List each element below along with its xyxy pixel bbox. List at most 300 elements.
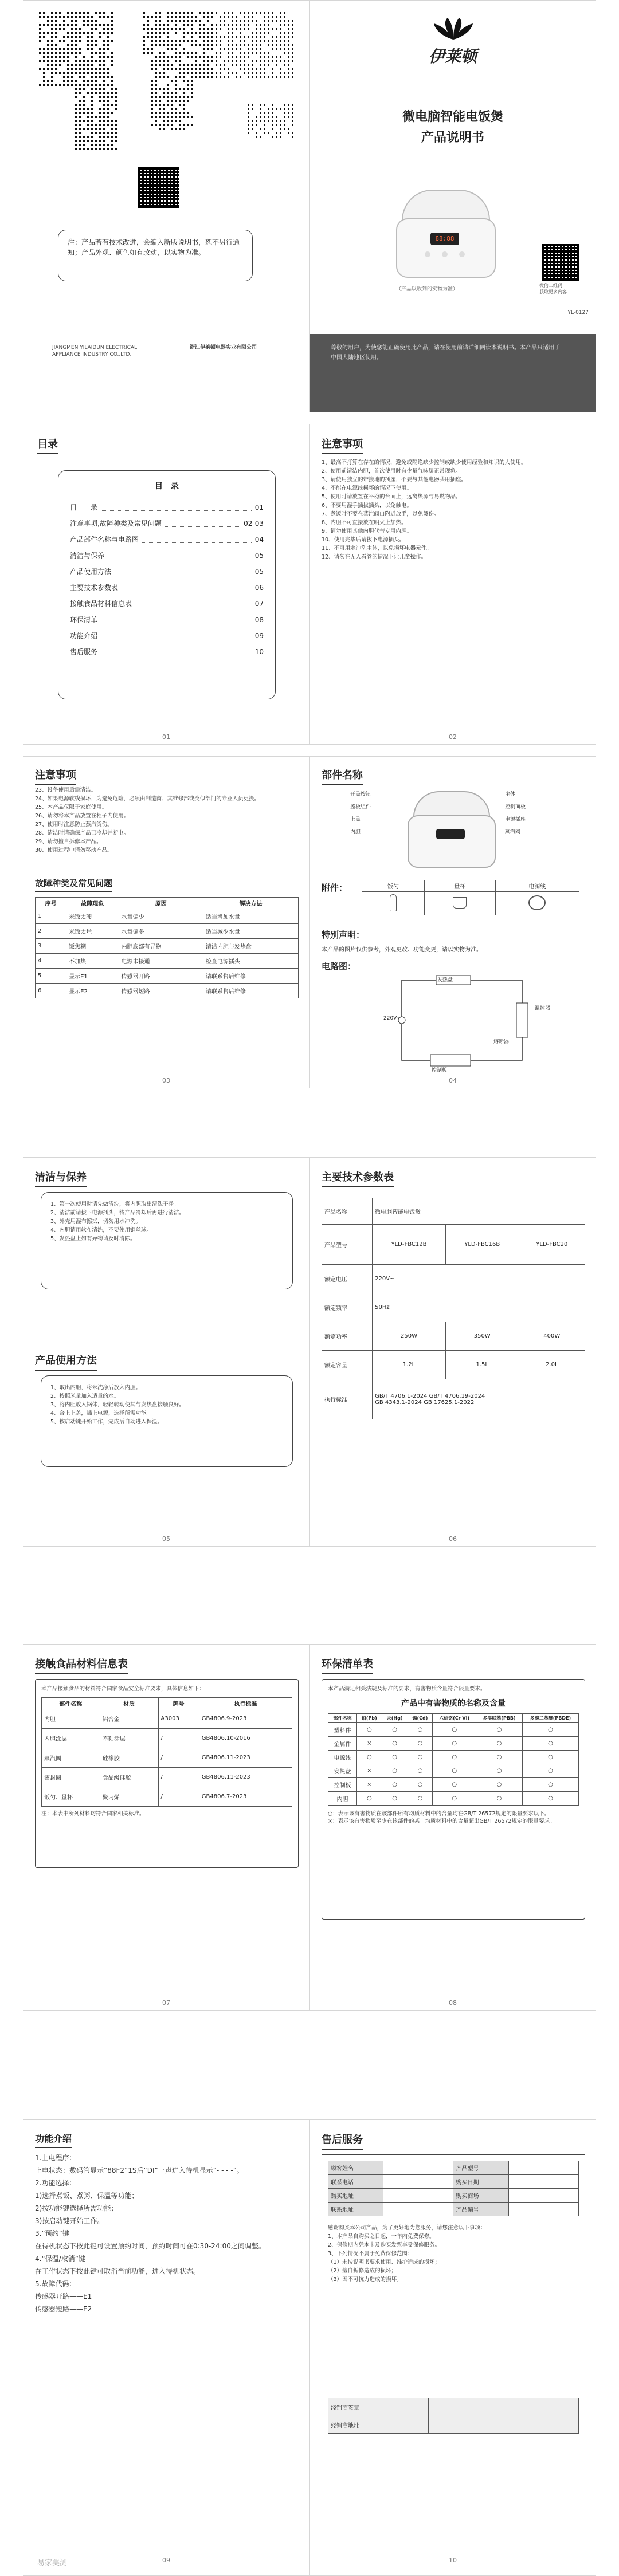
map-dot — [220, 44, 221, 46]
map-dot — [155, 16, 157, 18]
map-dot — [232, 48, 233, 50]
map-dot — [187, 24, 189, 26]
map-dot — [163, 24, 165, 26]
eco-heading: 环保清单表 — [322, 1656, 373, 1674]
material-row — [42, 1709, 292, 1729]
map-dot — [151, 44, 153, 46]
map-dot — [47, 68, 49, 70]
eco-cell: ○ — [522, 1764, 578, 1778]
map-dot — [59, 60, 61, 62]
map-dot — [276, 136, 277, 138]
part-label: 开盖按钮 — [350, 792, 371, 797]
map-dot — [216, 12, 217, 14]
map-dot — [276, 108, 277, 110]
eco-box — [322, 1679, 585, 1920]
map-dot — [111, 32, 113, 34]
map-dot — [191, 92, 193, 94]
map-dot — [284, 12, 285, 14]
map-dot — [99, 12, 101, 14]
map-dot — [183, 52, 185, 54]
map-dot — [71, 68, 73, 70]
map-dot — [75, 80, 77, 82]
map-dot — [115, 120, 117, 122]
map-dot — [99, 144, 101, 146]
map-dot — [159, 60, 161, 62]
map-dot — [39, 52, 41, 54]
map-dot — [195, 56, 197, 58]
service-form-label: 顾客姓名 — [328, 2161, 383, 2175]
material-cell: 食品级硅胶 — [100, 1768, 158, 1787]
map-dot — [99, 120, 101, 122]
map-dot — [288, 24, 289, 26]
map-dot — [39, 36, 41, 38]
map-dot — [103, 56, 105, 58]
map-dot — [191, 32, 193, 34]
map-dot — [87, 148, 89, 150]
map-dot — [55, 56, 57, 58]
map-dot — [252, 124, 253, 126]
map-dot — [175, 60, 177, 62]
map-dot — [179, 64, 181, 66]
map-dot — [107, 44, 109, 46]
note-item: 27、使用时注意防止蒸汽烫伤。 — [35, 821, 113, 828]
map-dot — [83, 120, 85, 122]
map-dot — [203, 64, 205, 66]
note-item: 3、请使用独立的带接地的插座，不要与其他电器共用插座。 — [322, 477, 467, 483]
product-title: 微电脑智能电饭煲 — [402, 110, 503, 124]
map-dot — [163, 28, 165, 30]
eco-cell: ○ — [408, 1751, 433, 1764]
map-dot — [91, 140, 93, 142]
map-dot — [143, 36, 145, 38]
map-dot — [99, 92, 101, 94]
map-dot — [83, 136, 85, 138]
map-dot — [51, 16, 53, 18]
map-dot — [143, 44, 145, 46]
map-dot — [280, 36, 281, 38]
map-dot — [292, 48, 293, 50]
map-dot — [220, 40, 221, 42]
map-dot — [75, 112, 77, 114]
map-dot — [224, 24, 225, 26]
brand-logo-icon — [430, 17, 476, 42]
map-dot — [175, 84, 177, 86]
map-dot — [95, 40, 97, 42]
map-dot — [151, 108, 153, 110]
map-dot — [67, 80, 69, 82]
map-dot — [171, 44, 173, 46]
map-dot — [276, 64, 277, 66]
map-dot — [79, 48, 81, 50]
map-dot — [272, 48, 273, 50]
measuring-cup-icon — [453, 897, 467, 909]
map-dot — [91, 120, 93, 122]
function-line: 5.故障代码： — [35, 2280, 76, 2288]
map-dot — [75, 52, 77, 54]
map-dot — [67, 76, 69, 78]
map-dot — [203, 12, 205, 14]
map-dot — [268, 40, 269, 42]
map-dot — [75, 108, 77, 110]
eco-cell: ○ — [433, 1751, 476, 1764]
map-dot — [151, 60, 153, 62]
fault-row — [36, 969, 299, 984]
map-dot — [107, 72, 109, 74]
map-dot — [195, 68, 197, 70]
map-dot — [103, 144, 105, 146]
toc-item — [70, 564, 264, 580]
service-form-label: 联系电话 — [328, 2175, 383, 2189]
map-dot — [167, 48, 169, 50]
note-item: 28、清洁时请确保产品已冷却并断电。 — [35, 830, 130, 836]
map-dot — [83, 64, 85, 66]
map-dot — [103, 24, 105, 26]
qr-code-right — [542, 244, 579, 281]
map-dot — [264, 76, 265, 78]
map-dot — [191, 36, 193, 38]
map-dot — [175, 108, 177, 110]
map-dot — [91, 116, 93, 118]
eco-table-title: 产品中有害物质的名称及含量 — [401, 1699, 506, 1708]
usage-item: 2、按照米量加入适量的水。 — [50, 1393, 120, 1399]
eco-cell: 电源线 — [328, 1751, 357, 1764]
service-page — [310, 2119, 596, 2576]
map-dot — [256, 44, 257, 46]
map-dot — [244, 60, 245, 62]
map-dot — [187, 80, 189, 82]
material-cell: 铝合金 — [100, 1709, 158, 1729]
fault-cell: 饭焦糊 — [66, 939, 119, 954]
map-dot — [191, 44, 193, 46]
map-dot — [75, 60, 77, 62]
map-dot — [260, 112, 261, 114]
map-dot — [67, 24, 69, 26]
map-dot — [228, 32, 229, 34]
map-dot — [99, 136, 101, 138]
map-dot — [55, 12, 57, 14]
value-frequency: 50Hz — [373, 1293, 585, 1322]
eco-cell: ○ — [476, 1751, 523, 1764]
map-dot — [87, 12, 89, 14]
map-dot — [111, 120, 113, 122]
value-power-2: 350W — [445, 1322, 519, 1351]
map-dot — [272, 120, 273, 122]
materials-intro: 本产品接触食品的材料符合国家食品安全标准要求，具体信息如下： — [41, 1686, 205, 1692]
map-dot — [199, 36, 201, 38]
map-dot — [103, 112, 105, 114]
map-dot — [171, 56, 173, 58]
footer-label-dealer-address: 经销商地址 — [328, 2416, 429, 2434]
map-dot — [207, 28, 209, 30]
circuit-label: 熔断器 — [493, 1039, 510, 1045]
map-dot — [75, 92, 77, 94]
map-dot — [292, 44, 293, 46]
map-dot — [75, 116, 77, 118]
map-dot — [179, 100, 181, 102]
material-cell: GB4806.11-2023 — [199, 1768, 292, 1787]
map-dot — [107, 96, 109, 98]
map-dot — [71, 80, 73, 82]
map-dot — [232, 12, 233, 14]
map-dot — [71, 40, 73, 42]
map-dot — [143, 28, 145, 30]
map-dot — [191, 40, 193, 42]
notes-heading: 注意事项 — [322, 436, 363, 454]
map-dot — [244, 12, 245, 14]
map-dot — [39, 60, 41, 62]
materials-table — [41, 1697, 292, 1807]
map-dot — [280, 12, 281, 14]
map-dot — [83, 148, 85, 150]
map-dot — [228, 52, 229, 54]
map-dot — [71, 72, 73, 74]
map-dot — [79, 120, 81, 122]
map-dot — [248, 116, 249, 118]
map-dot — [163, 120, 165, 122]
map-dot — [59, 16, 61, 18]
map-dot — [284, 40, 285, 42]
map-dot — [99, 68, 101, 70]
map-dot — [276, 120, 277, 122]
map-dot — [159, 128, 161, 130]
label-voltage: 额定电压 — [322, 1265, 373, 1293]
map-dot — [111, 52, 113, 54]
map-dot — [183, 128, 185, 130]
map-dot — [67, 32, 69, 34]
map-dot — [87, 112, 89, 114]
map-dot — [280, 48, 281, 50]
toc-item-page: 05 — [254, 568, 264, 576]
map-dot — [159, 16, 161, 18]
map-dot — [268, 32, 269, 34]
map-dot — [292, 68, 293, 70]
map-dot — [183, 92, 185, 94]
map-dot — [236, 16, 237, 18]
map-dot — [75, 40, 77, 42]
map-dot — [248, 28, 249, 30]
map-dot — [179, 16, 181, 18]
map-dot — [151, 36, 153, 38]
map-dot — [248, 36, 249, 38]
map-dot — [203, 32, 205, 34]
map-dot — [87, 36, 89, 38]
toc-item — [70, 532, 264, 548]
fault-cell: 1 — [36, 909, 66, 924]
map-dot — [191, 12, 193, 14]
map-dot — [195, 64, 197, 66]
value-capacity-1: 1.2L — [373, 1351, 446, 1379]
map-dot — [228, 44, 229, 46]
map-dot — [199, 24, 201, 26]
map-dot — [107, 56, 109, 58]
map-dot — [280, 40, 281, 42]
fault-col-header: 序号 — [36, 898, 66, 909]
map-dot — [87, 40, 89, 42]
map-dot — [111, 124, 113, 126]
map-dot — [179, 76, 181, 78]
map-dot — [220, 24, 221, 26]
map-dot — [248, 64, 249, 66]
map-dot — [191, 124, 193, 126]
map-dot — [87, 120, 89, 122]
map-dot — [191, 20, 193, 22]
map-dot — [159, 124, 161, 126]
map-dot — [280, 16, 281, 18]
service-form-row — [328, 2161, 579, 2175]
map-dot — [179, 104, 181, 106]
map-dot — [220, 16, 221, 18]
map-dot — [163, 88, 165, 90]
map-dot — [187, 72, 189, 74]
map-dot — [63, 48, 65, 50]
usage-box — [41, 1375, 293, 1467]
map-dot — [107, 32, 109, 34]
map-dot — [107, 144, 109, 146]
eco-row — [328, 1778, 579, 1792]
map-dot — [87, 80, 89, 82]
map-dot — [79, 132, 81, 134]
map-dot — [175, 116, 177, 118]
service-text-line: 1、本产品自购买之日起，一年内免费保修。 — [328, 2233, 435, 2240]
map-dot — [159, 24, 161, 26]
toc-item-label: 注意事项,故障种类及常见问题 — [70, 520, 162, 528]
map-dot — [107, 112, 109, 114]
circuit-label: 发热盘 — [437, 977, 453, 983]
map-dot — [91, 112, 93, 114]
map-dot — [75, 32, 77, 34]
cleaning-item: 1、第一次使用时请先做清洗，将内胆取出清洗干净。 — [50, 1201, 179, 1208]
map-dot — [199, 28, 201, 30]
service-text-line: 3、下列情况不属于免费保修范围： — [328, 2251, 413, 2257]
map-dot — [183, 96, 185, 98]
map-dot — [252, 20, 253, 22]
map-dot — [159, 88, 161, 90]
toc-leader — [135, 596, 252, 607]
map-dot — [151, 28, 153, 30]
map-dot — [199, 44, 201, 46]
map-dot — [91, 52, 93, 54]
fault-table — [35, 897, 299, 998]
map-dot — [111, 92, 113, 94]
map-dot — [292, 24, 293, 26]
toc-leader — [165, 516, 240, 527]
map-dot — [248, 48, 249, 50]
function-line: 2)按功能键选择所需功能； — [35, 2204, 118, 2212]
map-dot — [272, 68, 273, 70]
map-dot — [111, 136, 113, 138]
map-dot — [83, 32, 85, 34]
map-dot — [91, 92, 93, 94]
map-dot — [75, 124, 77, 126]
service-form-label: 联系地址 — [328, 2203, 383, 2216]
map-dot — [288, 44, 289, 46]
map-dot — [43, 32, 45, 34]
specs-table — [322, 1198, 585, 1419]
map-dot — [268, 116, 269, 118]
map-dot — [171, 12, 173, 14]
map-dot — [155, 24, 157, 26]
note-item: 7、煮饭时不要在蒸汽阀口附近放手，以免烫伤。 — [322, 511, 440, 517]
circuit-label: 220V~ — [383, 1016, 401, 1021]
usage-item: 1、取出内胆，将米洗净后放入内胆。 — [50, 1385, 142, 1391]
map-dot — [71, 28, 73, 30]
map-dot — [151, 100, 153, 102]
map-dot — [155, 56, 157, 58]
map-dot — [232, 72, 233, 74]
map-dot — [99, 52, 101, 54]
map-dot — [155, 12, 157, 14]
map-dot — [163, 104, 165, 106]
map-dot — [103, 124, 105, 126]
map-dot — [75, 48, 77, 50]
toc-item — [70, 548, 264, 564]
map-dot — [264, 28, 265, 30]
service-form-row — [328, 2189, 579, 2203]
fault-cell: 传感器开路 — [119, 969, 203, 984]
eco-col-header: 多溴二苯醚(PBDE) — [522, 1714, 578, 1723]
map-dot — [87, 48, 89, 50]
map-dot — [95, 76, 97, 78]
map-dot — [207, 72, 209, 74]
map-dot — [99, 48, 101, 50]
map-dot — [75, 68, 77, 70]
note-item: 6、不要用湿手插拔插头，以免触电。 — [322, 502, 413, 509]
map-dot — [256, 20, 257, 22]
map-dot — [183, 48, 185, 50]
map-dot — [280, 108, 281, 110]
map-dot — [83, 12, 85, 14]
eco-cell: ○ — [476, 1737, 523, 1751]
accessory-name: 量杯 — [424, 880, 495, 892]
map-dot — [203, 24, 205, 26]
function-line: 在待机状态下按此键可设置预约时间，预约时间可在0:30-24:00之间调整。 — [35, 2242, 265, 2250]
map-dot — [207, 68, 209, 70]
map-dot — [115, 92, 117, 94]
map-dot — [155, 84, 157, 86]
eco-row — [328, 1792, 579, 1806]
map-dot — [183, 112, 185, 114]
part-label: 内胆 — [350, 829, 361, 835]
map-dot — [232, 60, 233, 62]
map-dot — [280, 72, 281, 74]
eco-cell: ○ — [382, 1792, 408, 1806]
map-dot — [272, 124, 273, 126]
map-dot — [191, 72, 193, 74]
map-dot — [240, 56, 241, 58]
map-dot — [167, 68, 169, 70]
map-dot — [191, 96, 193, 98]
map-dot — [87, 72, 89, 74]
map-dot — [115, 100, 117, 102]
map-dot — [95, 140, 97, 142]
map-dot — [216, 72, 217, 74]
map-dot — [207, 56, 209, 58]
map-dot — [167, 116, 169, 118]
map-dot — [147, 28, 149, 30]
map-dot — [195, 44, 197, 46]
part-label: 上盖 — [350, 817, 361, 823]
map-dot — [175, 24, 177, 26]
map-dot — [248, 56, 249, 58]
map-dot — [260, 76, 261, 78]
map-dot — [284, 16, 285, 18]
map-dot — [103, 12, 105, 14]
map-dot — [252, 36, 253, 38]
map-dot — [99, 140, 101, 142]
toc-item-page: 01 — [254, 504, 264, 512]
map-dot — [111, 88, 113, 90]
map-dot — [91, 148, 93, 150]
